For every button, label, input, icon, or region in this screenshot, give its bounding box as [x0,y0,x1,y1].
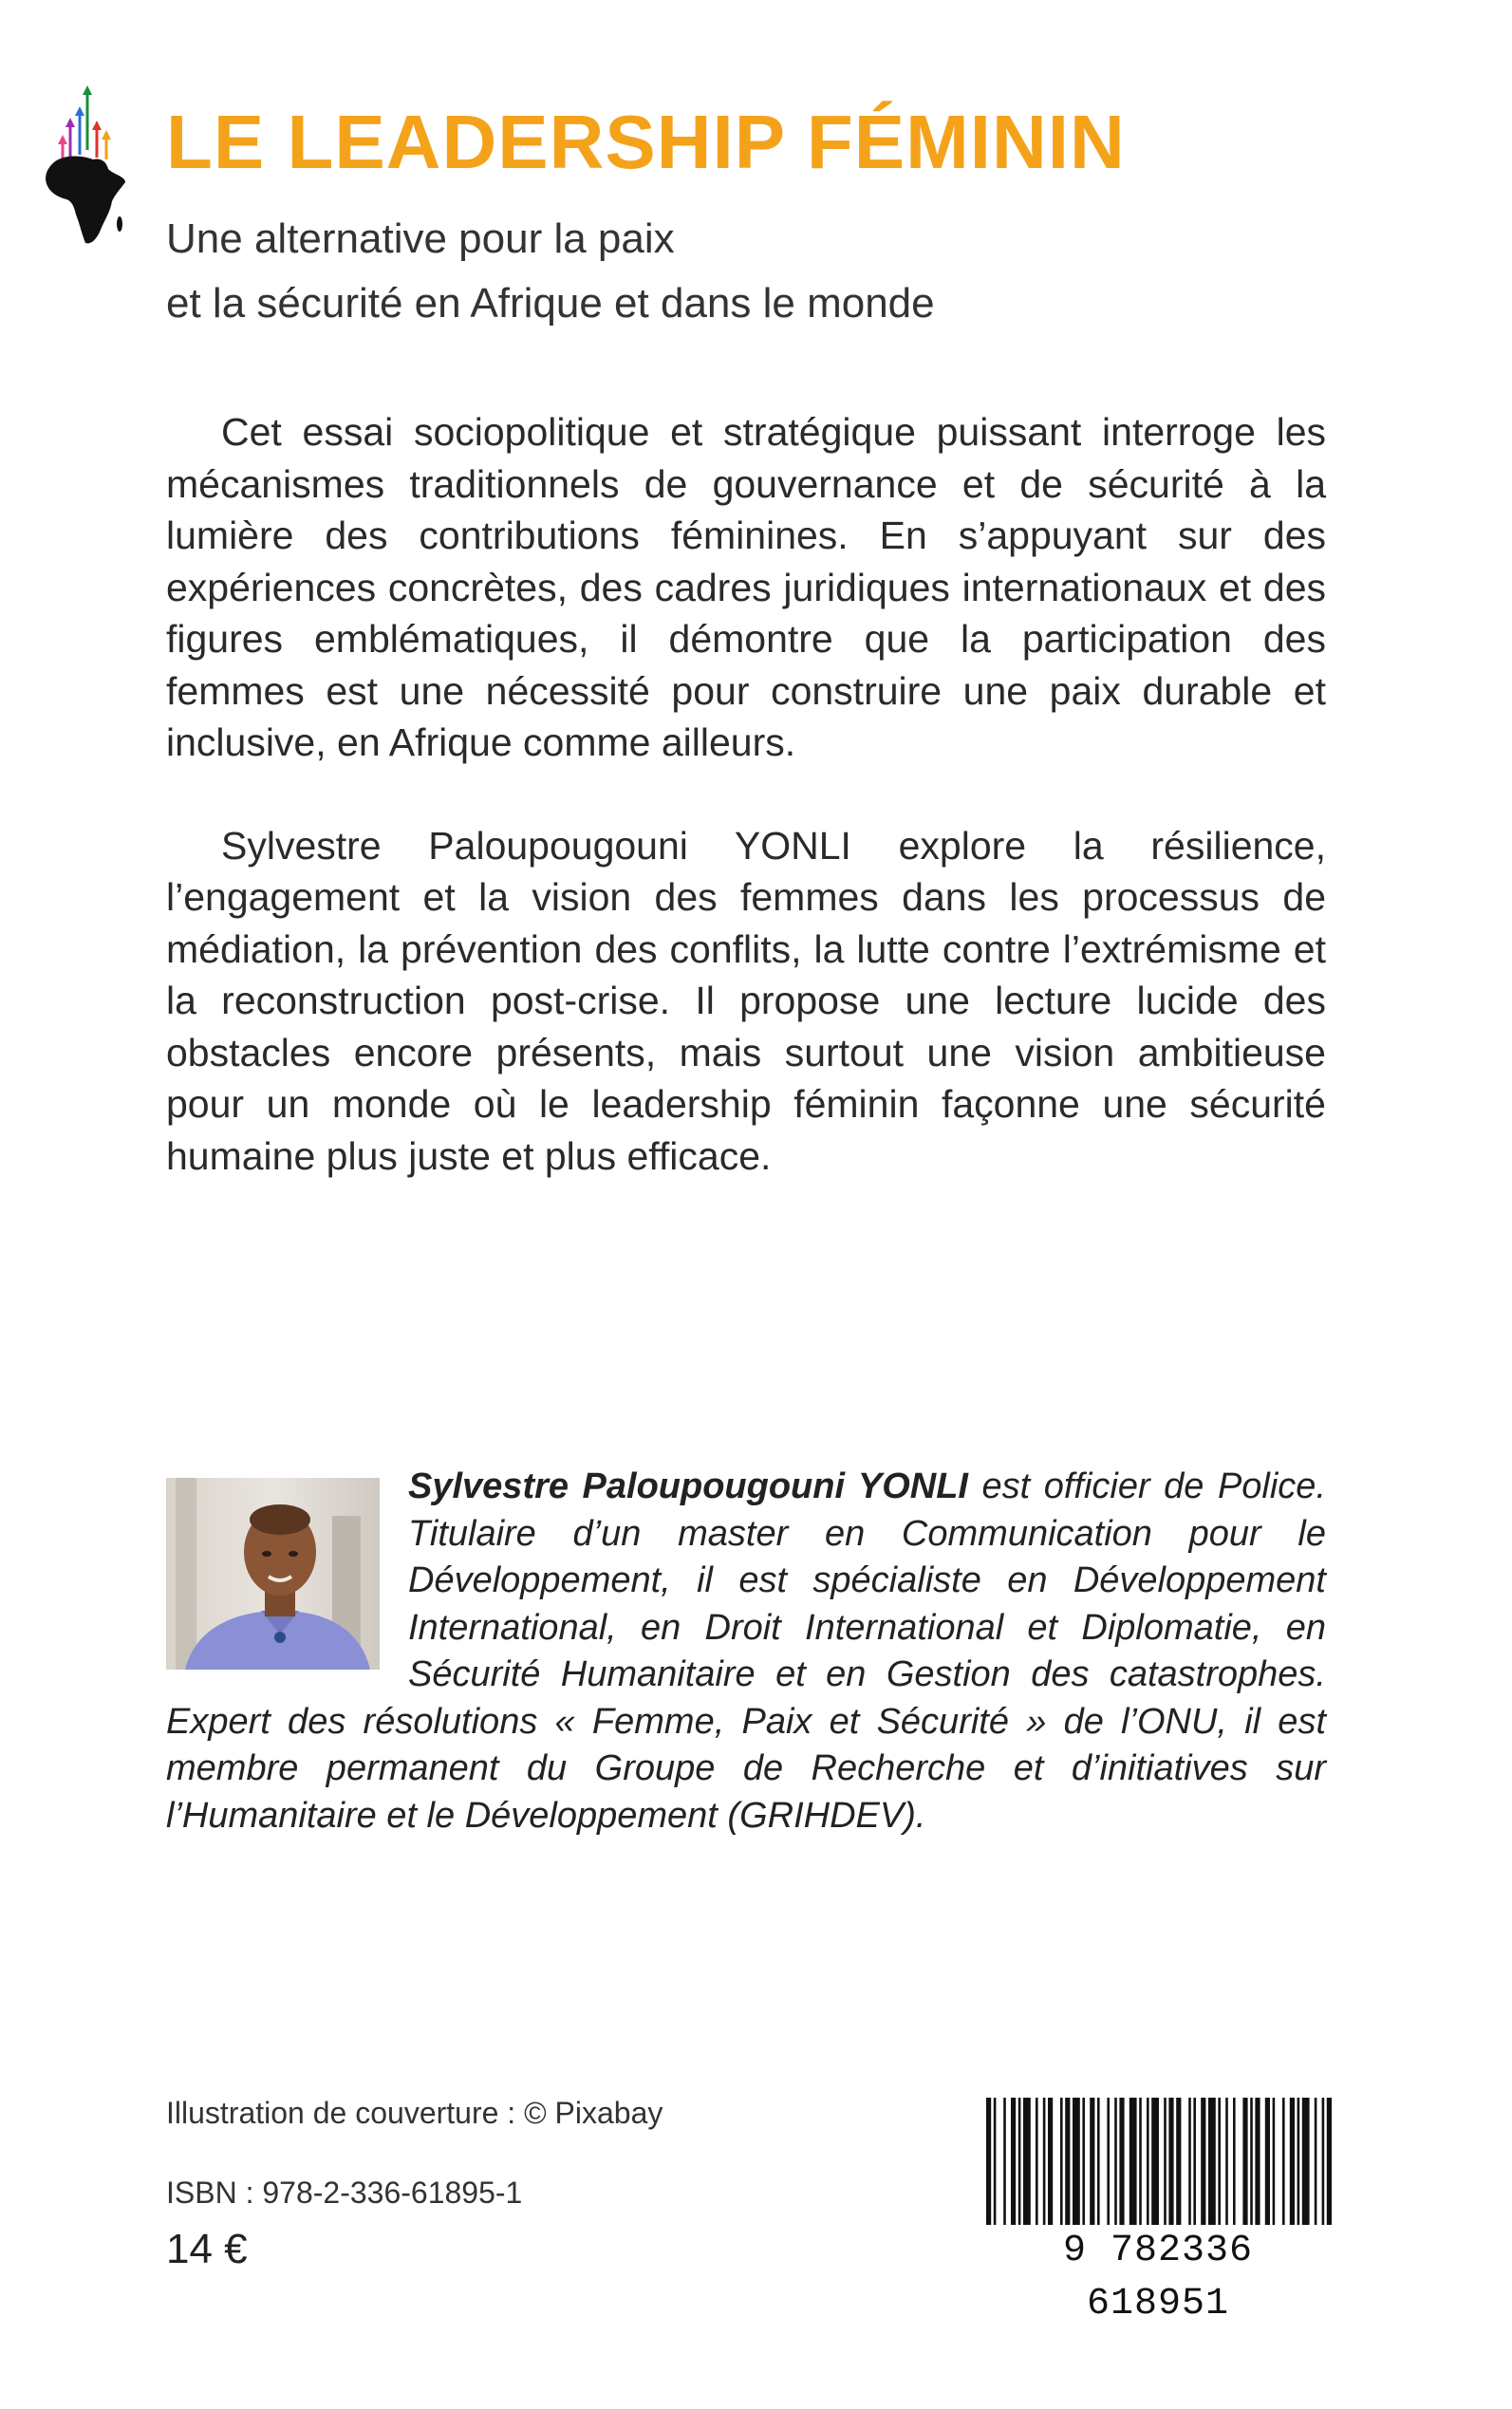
africa-arrows-logo-icon [38,84,133,254]
barcode-digits: 9 782336 618951 [982,2225,1334,2331]
cover-illustration-credit: Illustration de couverture : © Pixabay [166,2096,663,2130]
summary-text [166,406,1326,1233]
summary-paragraph-2: Sylvestre Paloupougouni YONLI explore la résilience, l’engagement et la vision des femmes dans les processus de médiation, la prévention des conflits, la lutte contre l’extrémisme et la reconstruction post-crise. Il propose une lecture lucide des obstacles encore présents, mais surtout une vision ambitieuse pour un monde où le leadership féminin façonne une sécurité humaine plus juste et plus efficace. [166,823,1326,1178]
book-title: LE LEADERSHIP FÉMININ [166,100,1126,184]
author-biography [166,1464,1326,1839]
subtitle-line-1: Une alternative pour la paix [166,215,675,262]
summary-paragraph-1: Cet essai sociopolitique et stratégique puissant interroge les mécanismes traditionnels de gouvernance et de sécurité à la lumière des contributions féminines. En s’appuyant sur des expériences concrètes, des cadres juridiques internationaux et des figures emblématiques, il démontre que la participation des femmes est une nécessité pour construire une paix durable et inclusive, en Afrique comme ailleurs. [166,410,1326,764]
book-subtitle [166,207,1353,336]
subtitle-line-2: et la sécurité en Afrique et dans le monde [166,280,935,327]
isbn-number: ISBN : 978-2-336-61895-1 [166,2176,523,2210]
book-price: 14 € [166,2226,248,2272]
author-bio-text: est officier de Police. Titulaire d’un master en Communication pour le Développement, il est spécialiste en Développement International, en Droit International et Diplomatie, en Sécurité Humanitaire et en Gestion des catastrophes. Expert des résolutions « Femme, Paix et Sécurité » de l’ONU, il est membre permanent du Groupe de Recherche et d’initiatives sur l’Humanitaire et le Développement (GRIHDEV). [166,1466,1326,1836]
author-name: Sylvestre Paloupougouni YONLI [408,1466,968,1506]
